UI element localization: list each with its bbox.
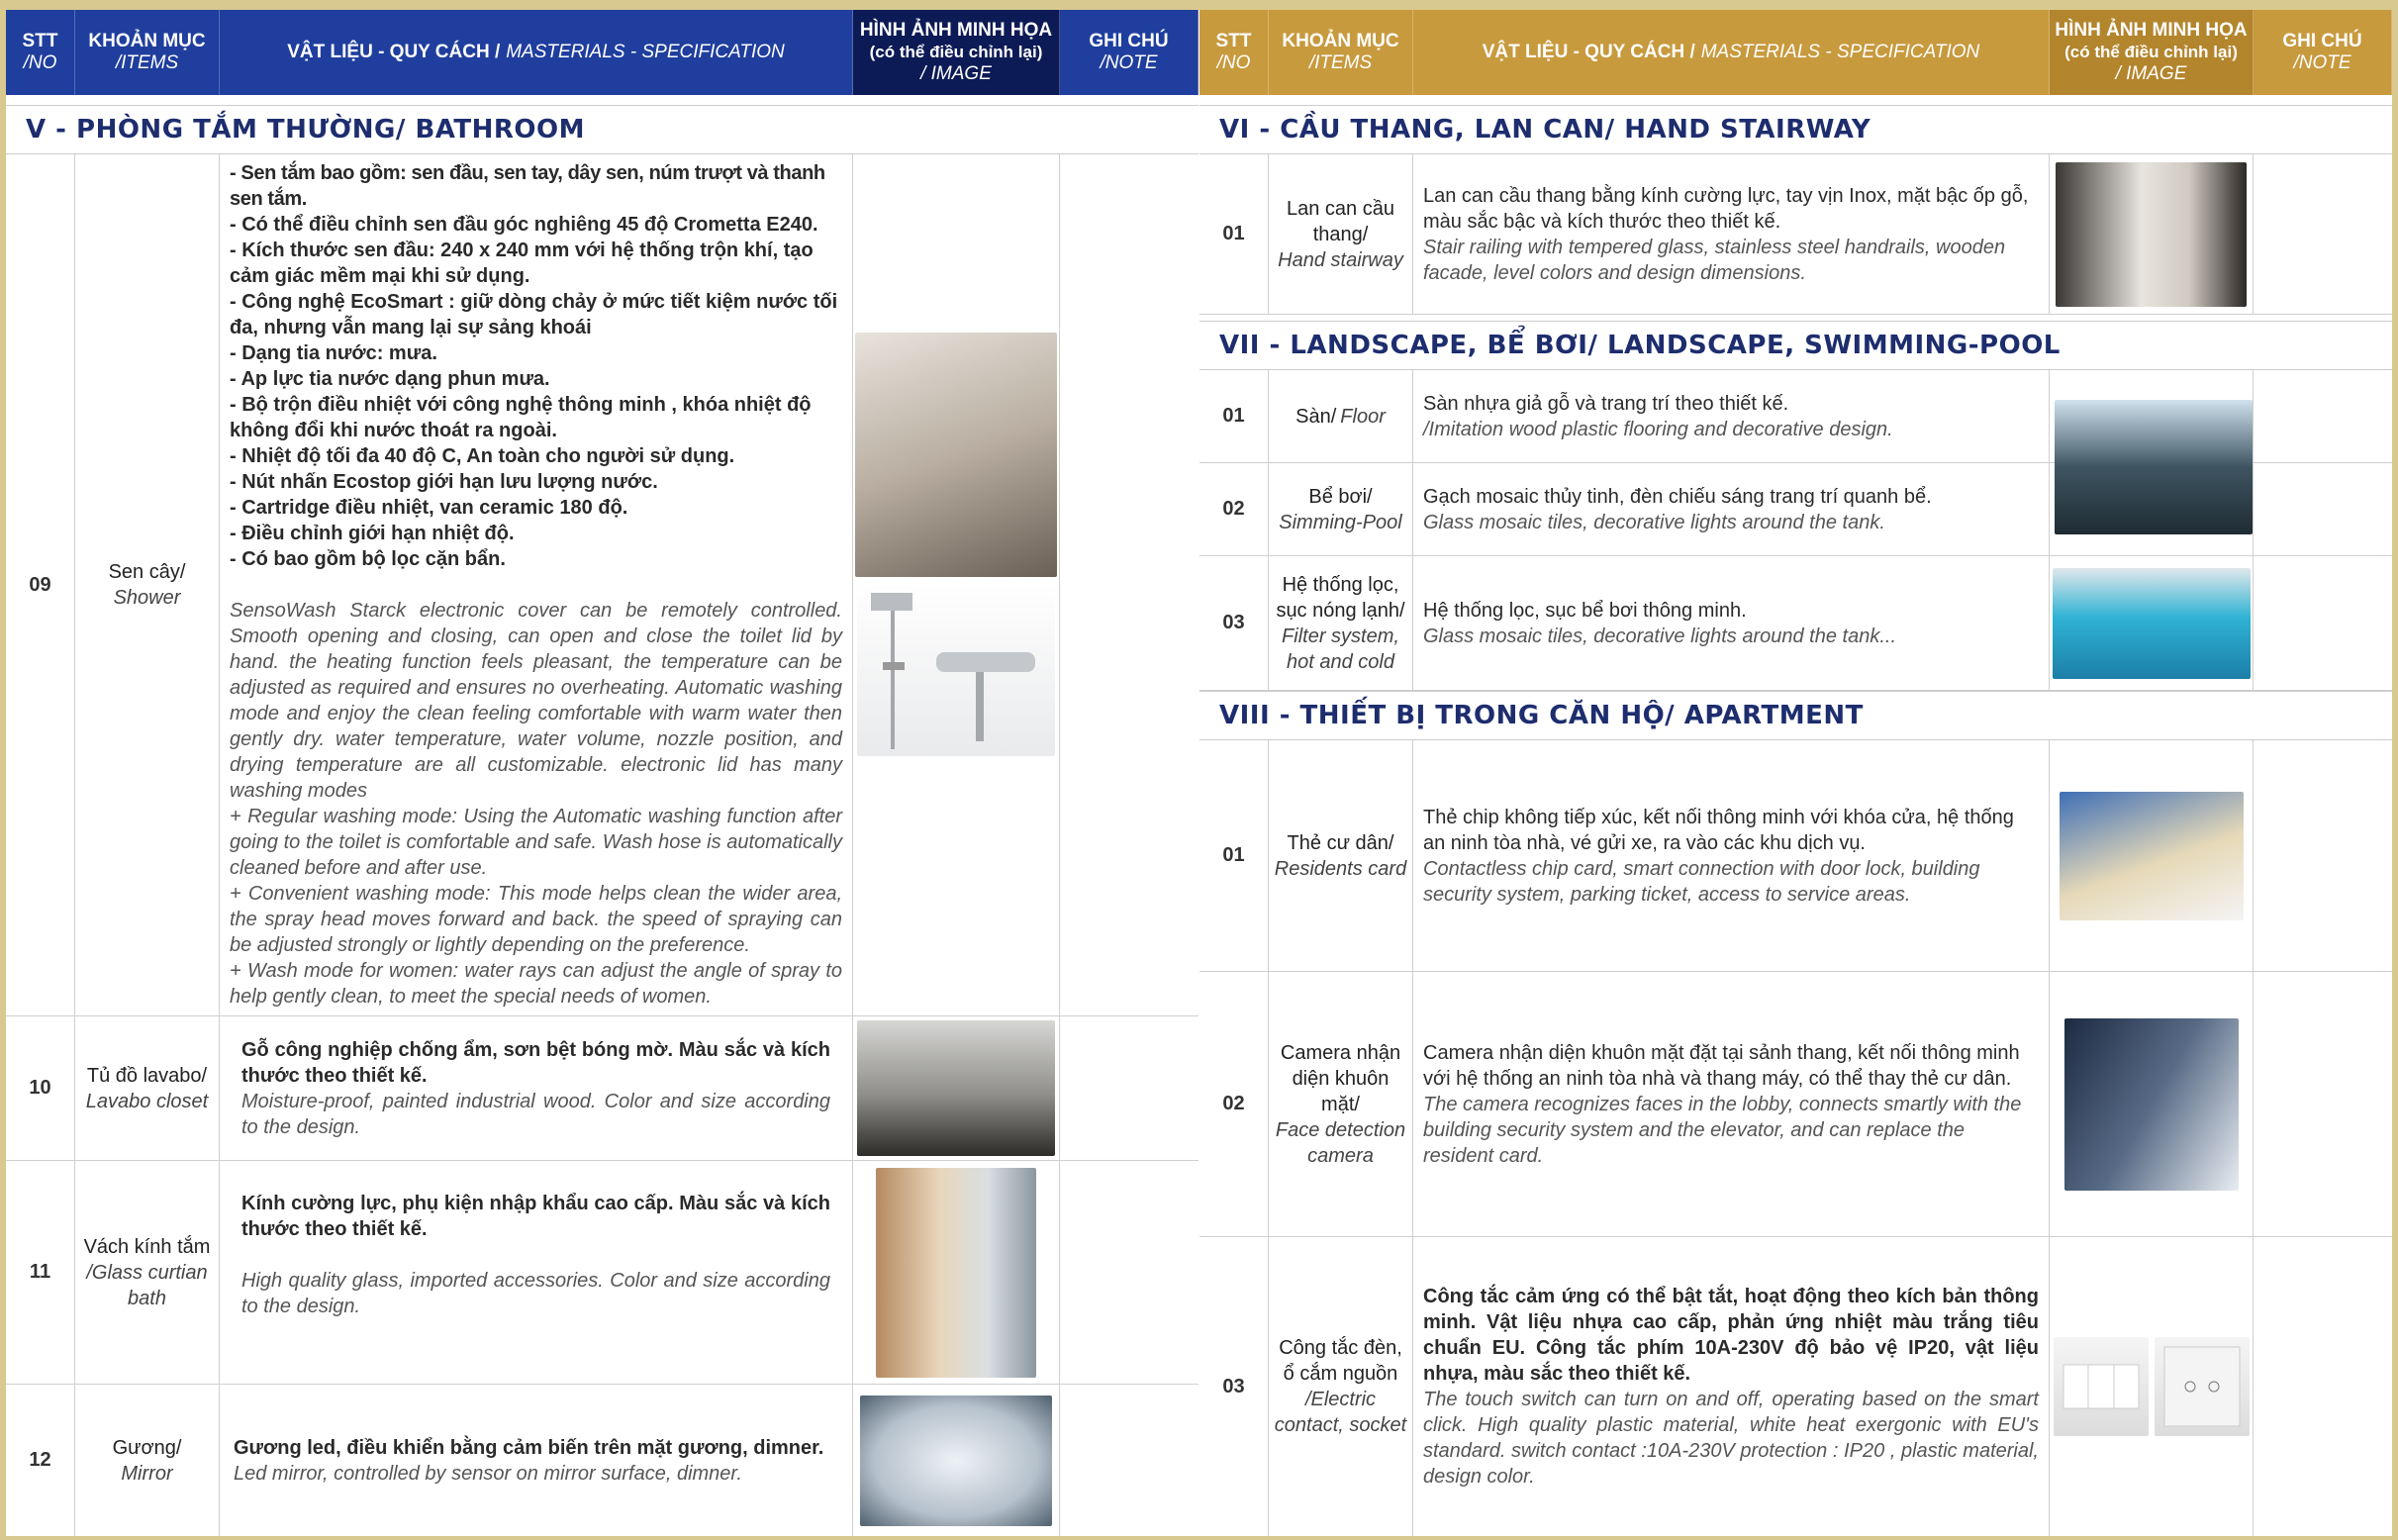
spec-line: - Cartridge điều nhiệt, van ceramic 180 độ. [230, 497, 628, 519]
header-note-en: /NOTE [1100, 52, 1158, 73]
row-note [2254, 154, 2392, 314]
spec-line: - Dạng tia nước: mưa. [230, 342, 437, 364]
header-note [2254, 10, 2392, 95]
header-spec-vi: VẬT LIỆU - QUY CÁCH / [1482, 42, 1695, 62]
row-spec [1413, 740, 2050, 971]
row-item-vi: Gương/ [112, 1436, 182, 1459]
row-image-cell [853, 1161, 1060, 1384]
header-no-vi: STT [22, 31, 58, 51]
socket-switch-photo [2155, 1337, 2250, 1436]
row-image-cell [2050, 1237, 2254, 1536]
row-item [75, 1016, 220, 1160]
spec-line: - Điều chỉnh giới hạn nhiệt độ. [230, 523, 515, 544]
face-camera-photo [2064, 1018, 2239, 1191]
row-no: 01 [1199, 370, 1269, 462]
spec-line: - Ap lực tia nước dạng phun mưa. [230, 368, 550, 390]
row-no: 03 [1199, 556, 1269, 690]
row-item [1269, 740, 1413, 971]
row-note [1060, 1016, 1199, 1160]
left-column [6, 10, 1199, 1536]
row-image-cell [853, 1016, 1060, 1160]
header-spec [1413, 10, 2050, 95]
glass-curtain-photo [876, 1168, 1036, 1378]
resident-card-photo [2060, 792, 2244, 920]
header-image-vi: HÌNH ẢNH MINH HỌA [2055, 20, 2248, 41]
shower-mixer-photo [857, 583, 1055, 756]
table-header-gold [1199, 10, 2392, 95]
spec-line: - Có thể điều chỉnh sen đầu góc nghiêng 45 độ Crometta E240. [230, 214, 818, 236]
header-image-en: / IMAGE [2115, 63, 2187, 84]
header-note-vi: GHI CHÚ [2282, 31, 2362, 51]
row-item-en: Lavabo closet [85, 1090, 209, 1112]
spec-en: Contactless chip card, smart connection with door lock, building security system, parking ticket, access to service areas. [1423, 857, 1980, 906]
spec-line: - Sen tắm bao gồm: sen đầu, sen tay, dây sen, núm trượt và thanh sen tắm. [230, 162, 825, 210]
spec-line: - Bộ trộn điều nhiệt với công nghệ thông minh , khóa nhiệt độ không đổi khi nước thoát ra ngoài. [230, 394, 812, 441]
row-item-vi: Hệ thống lọc, sục nóng lạnh/ [1276, 573, 1405, 622]
row-item [75, 1385, 220, 1536]
stair-railing-photo [2056, 162, 2247, 307]
spec-en: Moisture-proof, painted industrial wood. Color and size according to the design. [241, 1090, 830, 1138]
table-row [1199, 972, 2392, 1237]
spec-vi: Gỗ công nghiệp chống ẩm, sơn bệt bóng mờ. Màu sắc và kích thước theo thiết kế. [241, 1038, 830, 1087]
row-image-cell [853, 154, 1060, 1015]
spec-line: - Kích thước sen đầu: 240 x 240 mm với hệ thống trộn khí, tạo cảm giác mềm mại khi sử dụng. [230, 240, 814, 287]
row-spec [220, 1385, 853, 1536]
header-image-note: (có thể điều chỉnh lại) [869, 43, 1043, 61]
row-item-en: /Electric contact, socket [1274, 1389, 1407, 1436]
row-image-cell [853, 1385, 1060, 1536]
row-item-vi: Sàn/ [1295, 405, 1337, 428]
spec-en-para: + Convenient washing mode: This mode helps clean the wider area, the spray head moves forward and back. the speed of spraying can be adjusted strongly or lightly depending on the preference. [230, 883, 842, 956]
spec-vi: Hệ thống lọc, sục bể bơi thông minh. [1423, 599, 1747, 622]
table-row [6, 154, 1199, 1016]
header-note-en: /NOTE [2293, 52, 2351, 73]
header-no-en: /NO [1216, 52, 1251, 73]
header-spec-en: MASTERIALS - SPECIFICATION [1700, 42, 1980, 62]
row-no: 10 [6, 1016, 75, 1160]
spec-line: - Công nghệ EcoSmart : giữ dòng chảy ở mức tiết kiệm nước tối đa, nhưng vẫn mang lại sự sảng khoái [230, 291, 838, 338]
table-header-blue [6, 10, 1199, 95]
table-row [6, 1016, 1199, 1161]
row-item-vi: Vách kính tắm [83, 1235, 211, 1258]
row-item [1269, 463, 1413, 555]
table-row [1199, 556, 2392, 691]
table-row [6, 1161, 1199, 1385]
row-item [75, 154, 220, 1015]
row-item [1269, 972, 1413, 1236]
section-title-apartment: VIII - THIẾT BỊ TRONG CĂN HỘ/ APARTMENT [1199, 691, 2392, 740]
row-item-en: Simming-Pool [1279, 511, 1402, 533]
row-item-vi: Công tắc đèn, ổ cắm nguồn [1279, 1337, 1402, 1385]
spec-vi: Gương led, điều khiển bằng cảm biến trên mặt gương, dimner. [234, 1436, 824, 1459]
row-image-cell [2050, 740, 2254, 971]
spec-vi: Kính cường lực, phụ kiện nhập khẩu cao cấp. Màu sắc và kích thước theo thiết kế. [241, 1193, 830, 1240]
row-item-en: Floor [1340, 405, 1386, 428]
header-items-vi: KHOẢN MỤC [88, 31, 206, 51]
mirror-photo [860, 1396, 1052, 1526]
row-spec [220, 1016, 853, 1160]
header-no [1199, 10, 1269, 95]
row-note [1060, 1161, 1199, 1384]
spec-line: - Nhiệt độ tối đa 40 độ C, An toàn cho người sử dụng. [230, 445, 735, 467]
spec-en: Glass mosaic tiles, decorative lights around the tank... [1423, 625, 1897, 647]
row-item-en: Face detection camera [1275, 1118, 1406, 1167]
row-item-en: Residents card [1274, 857, 1407, 880]
section-title-landscape: VII - LANDSCAPE, BỂ BƠI/ LANDSCAPE, SWIMMING-POOL [1199, 321, 2392, 370]
shower-photo [855, 333, 1057, 577]
row-item-en: Shower [113, 587, 181, 609]
row-item-vi: Sen cây/ [108, 561, 186, 583]
row-image-cell [2050, 972, 2254, 1236]
row-spec [1413, 154, 2050, 314]
row-item-vi: Bể bơi/ [1308, 485, 1373, 508]
spec-en: The touch switch can turn on and off, operating based on the smart click. High quality plastic material, white heat exergonic with EU's standard. switch contact :10A-230V protection : IP20 , plastic material, design color. [1423, 1389, 2039, 1488]
table-row [1199, 154, 2392, 315]
floor-photo [2055, 400, 2253, 534]
row-no: 01 [1199, 740, 1269, 971]
header-no-vi: STT [1215, 31, 1252, 51]
row-spec [1413, 370, 2050, 462]
right-column [1199, 10, 2392, 1536]
row-no: 02 [1199, 463, 1269, 555]
row-item-en: Mirror [121, 1462, 173, 1485]
row-spec [1413, 1237, 2050, 1536]
spec-vi: Gạch mosaic thủy tinh, đèn chiếu sáng trang trí quanh bể. [1423, 485, 1932, 508]
row-item-vi: Camera nhận diện khuôn mặt/ [1280, 1041, 1401, 1115]
header-spec-en: MASTERIALS - SPECIFICATION [506, 42, 785, 62]
row-item-vi: Thẻ cư dân/ [1287, 831, 1394, 854]
row-image-cell [2050, 556, 2254, 690]
table-row [1199, 1237, 2392, 1536]
header-spec [220, 10, 853, 95]
row-note [2254, 370, 2392, 462]
row-note [2254, 556, 2392, 690]
spec-en: /Imitation wood plastic flooring and decorative design. [1423, 418, 1893, 440]
header-note [1060, 10, 1199, 95]
row-note [2254, 972, 2392, 1236]
row-no: 11 [6, 1161, 75, 1384]
spec-sheet-page [6, 10, 2392, 1536]
header-items-en: /ITEMS [115, 52, 179, 73]
spec-en: Led mirror, controlled by sensor on mirror surface, dimner. [234, 1462, 742, 1485]
header-image [853, 10, 1060, 95]
header-image [2050, 10, 2254, 95]
spec-en: High quality glass, imported accessories. Color and size according to the design. [241, 1270, 830, 1317]
spec-en-para: + Regular washing mode: Using the Automatic washing function after going to the toilet is comfortable and safe. Wash hose is automatically cleaned before and after use. [230, 806, 842, 879]
row-spec [1413, 972, 2050, 1236]
header-image-note: (có thể điều chỉnh lại) [2064, 43, 2238, 61]
header-note-vi: GHI CHÚ [1089, 31, 1169, 51]
spec-en: The camera recognizes faces in the lobby, connects smartly with the building security system and the elevator, and can replace the resident card. [1423, 1093, 2022, 1167]
header-spec-vi: VẬT LIỆU - QUY CÁCH / [287, 42, 501, 62]
row-no: 02 [1199, 972, 1269, 1236]
spec-vi: Thẻ chip không tiếp xúc, kết nối thông minh với khóa cửa, hệ thống an ninh tòa nhà, vé gửi xe, ra vào các khu dịch vụ. [1423, 806, 2014, 854]
row-note [1060, 1385, 1199, 1536]
spec-line: - Nút nhấn Ecostop giới hạn lưu lượng nước. [230, 471, 658, 493]
row-spec [220, 154, 853, 1015]
spec-vi: Lan can cầu thang bằng kính cường lực, tay vịn Inox, mặt bậc ốp gỗ, màu sắc bậc và kích thước theo thiết kế. [1423, 184, 2029, 233]
spec-vi: Sàn nhựa giả gỗ và trang trí theo thiết kế. [1423, 392, 1789, 415]
spec-vi: Camera nhận diện khuôn mặt đặt tại sảnh thang, kết nối thông minh với hệ thống an ninh tòa nhà và thang máy, có thể thay thẻ cư dân. [1423, 1041, 2020, 1090]
row-image-cell [2050, 154, 2254, 314]
header-items-en: /ITEMS [1308, 52, 1373, 73]
row-item [1269, 556, 1413, 690]
light-switch-photo [2054, 1337, 2149, 1436]
row-spec [1413, 556, 2050, 690]
header-items-vi: KHOẢN MỤC [1282, 31, 1399, 51]
row-no: 01 [1199, 154, 1269, 314]
row-item-en: /Glass curtian bath [86, 1261, 208, 1309]
row-no: 12 [6, 1385, 75, 1536]
header-no-en: /NO [23, 52, 57, 73]
row-note [2254, 1237, 2392, 1536]
section-title-bathroom: V - PHÒNG TẮM THƯỜNG/ BATHROOM [6, 105, 1199, 154]
row-item-vi: Lan can cầu thang/ [1287, 197, 1394, 245]
spec-line: - Có bao gồm bộ lọc cặn bẩn. [230, 548, 506, 570]
row-item-en: Filter system, hot and cold [1282, 625, 1399, 673]
header-no [6, 10, 75, 95]
row-note [1060, 154, 1199, 1015]
row-spec [1413, 463, 2050, 555]
row-spec [220, 1161, 853, 1384]
row-item-vi: Tủ đồ lavabo/ [86, 1064, 208, 1087]
row-no: 03 [1199, 1237, 1269, 1536]
row-item [1269, 370, 1413, 462]
spec-vi: Công tắc cảm ứng có thể bật tắt, hoạt động theo kích bản thông minh. Vật liệu nhựa cao cấp, phản ứng nhiệt màu trắng tiêu chuẩn EU. Công tắc phím 10A-230V độ bảo vệ IP20, vật liệu nhựa, màu sắc theo thiết kế. [1423, 1286, 2039, 1385]
row-no: 09 [6, 154, 75, 1015]
header-items [75, 10, 220, 95]
header-items [1269, 10, 1413, 95]
section-title-stairway: VI - CẦU THANG, LAN CAN/ HAND STAIRWAY [1199, 105, 2392, 154]
spec-en: Stair railing with tempered glass, stainless steel handrails, wooden facade, level colors and design dimensions. [1423, 236, 2006, 284]
row-item [75, 1161, 220, 1384]
spec-en: Glass mosaic tiles, decorative lights around the tank. [1423, 511, 1885, 533]
header-image-en: / IMAGE [920, 63, 992, 84]
spec-en-para: SensoWash Starck electronic cover can be remotely controlled. Smooth opening and closing, can open and close the toilet lid by hand. the heating function feels pleasant, the temperature can be adjusted as required and ensures no overheating. Automatic washing mode and enjoy the clean feeling comfortable with warm water then gently dry. water temperature, water volume, nozzle position, and drying temperature are all customizable. electronic lid has many washing modes [230, 600, 842, 802]
row-item [1269, 154, 1413, 314]
table-row [1199, 740, 2392, 972]
row-note [2254, 463, 2392, 555]
row-item-en: Hand stairway [1278, 248, 1403, 271]
lavabo-closet-photo [857, 1020, 1055, 1156]
spec-en-para: + Wash mode for women: water rays can adjust the angle of spray to help gently clean, to meet the special needs of women. [230, 960, 842, 1008]
pool-filter-photo [2053, 568, 2251, 679]
header-image-vi: HÌNH ẢNH MINH HỌA [859, 20, 1053, 41]
table-row [6, 1385, 1199, 1536]
row-item [1269, 1237, 1413, 1536]
row-note [2254, 740, 2392, 971]
